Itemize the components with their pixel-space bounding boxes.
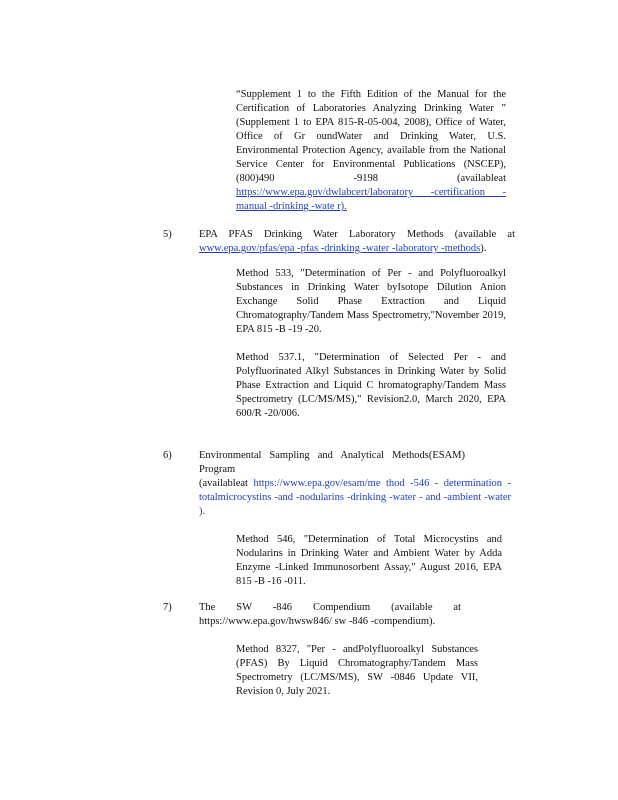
- method-537-1: Method 537.1, "Determination of Selected Per - and Polyfluorinated Alkyl Substances in Drinking Water by Solid Phase Extraction and Liquid C hromatography/Tandem Mass Spectrometry (LC/MS/MS)," Revision2.0, March 2020, EPA 600/R -20/006.: [236, 352, 506, 419]
- item-6-heading: Environmental Sampling and Analytical Methods(ESAM) Program: [199, 450, 465, 475]
- item-7-heading: The SW -846 Compendium (available at https://www.epa.gov/hwsw846/ sw -846 -compendium).: [199, 602, 461, 627]
- item-number-6: 6): [163, 450, 172, 461]
- method-533: Method 533, "Determination of Per - and Polyfluoroalkyl Substances in Drinking Water byIsotope Dilution Anion Exchange Solid Phase Extraction and Liquid Chromatography/Tandem Mass Spectrometry,"November 2019, EPA 815 -B -19 -20.: [236, 268, 506, 335]
- method-8327: Method 8327, "Per - andPolyfluoroalkyl Substances (PFAS) By Liquid Chromatography/Tandem Mass Spectrometry (LC/MS/MS), SW -0846 Update VII, Revision 0, July 2021.: [236, 644, 478, 697]
- supplement-text: “Supplement 1 to the Fifth Edition of the Manual for the Certification of Laboratories Analyzing Drinking Water ” (Supplement 1 to EPA 815-R-05-004, 2008), Office of Water, Office of Gr oundWater and Drinking Water, U.S. Environmental Protection Agency, available from the National Service Center for Environmental Publications (NSCEP), (800)490 -9198 (availableat: [236, 89, 506, 184]
- item-5-link-tail: ).: [480, 243, 487, 254]
- item-6-link-line: [199, 477, 511, 519]
- item-6-pre-link: (availableat: [199, 478, 248, 489]
- item-6-link[interactable]: https://www.epa.gov/esam/me thod -546 - determination -totalmicrocystins -and -nodularins -drinking -water - and -ambient -water ).: [199, 478, 511, 517]
- method-546: Method 546, "Determination of Total Microcystins and Nodularins in Drinking Water and Ambient Water by Adda Enzyme -Linked Immunosorbent Assay," August 2016, EPA 815 -B -16 -011.: [236, 534, 502, 587]
- item-number-5: 5): [163, 229, 172, 240]
- item-5-heading: [199, 228, 515, 256]
- supplement-link[interactable]: https://www.epa.gov/dwlabcert/laboratory -certification - manual -drinking -wate r).: [236, 187, 506, 212]
- item-5-heading-text: EPA PFAS Drinking Water Laboratory Methods (available at: [199, 229, 515, 240]
- item-5-link[interactable]: www.epa.gov/pfas/epa -pfas -drinking -water -laboratory -methods: [199, 243, 481, 254]
- item-number-7: 7): [163, 602, 172, 613]
- supplement-paragraph: [236, 88, 506, 214]
